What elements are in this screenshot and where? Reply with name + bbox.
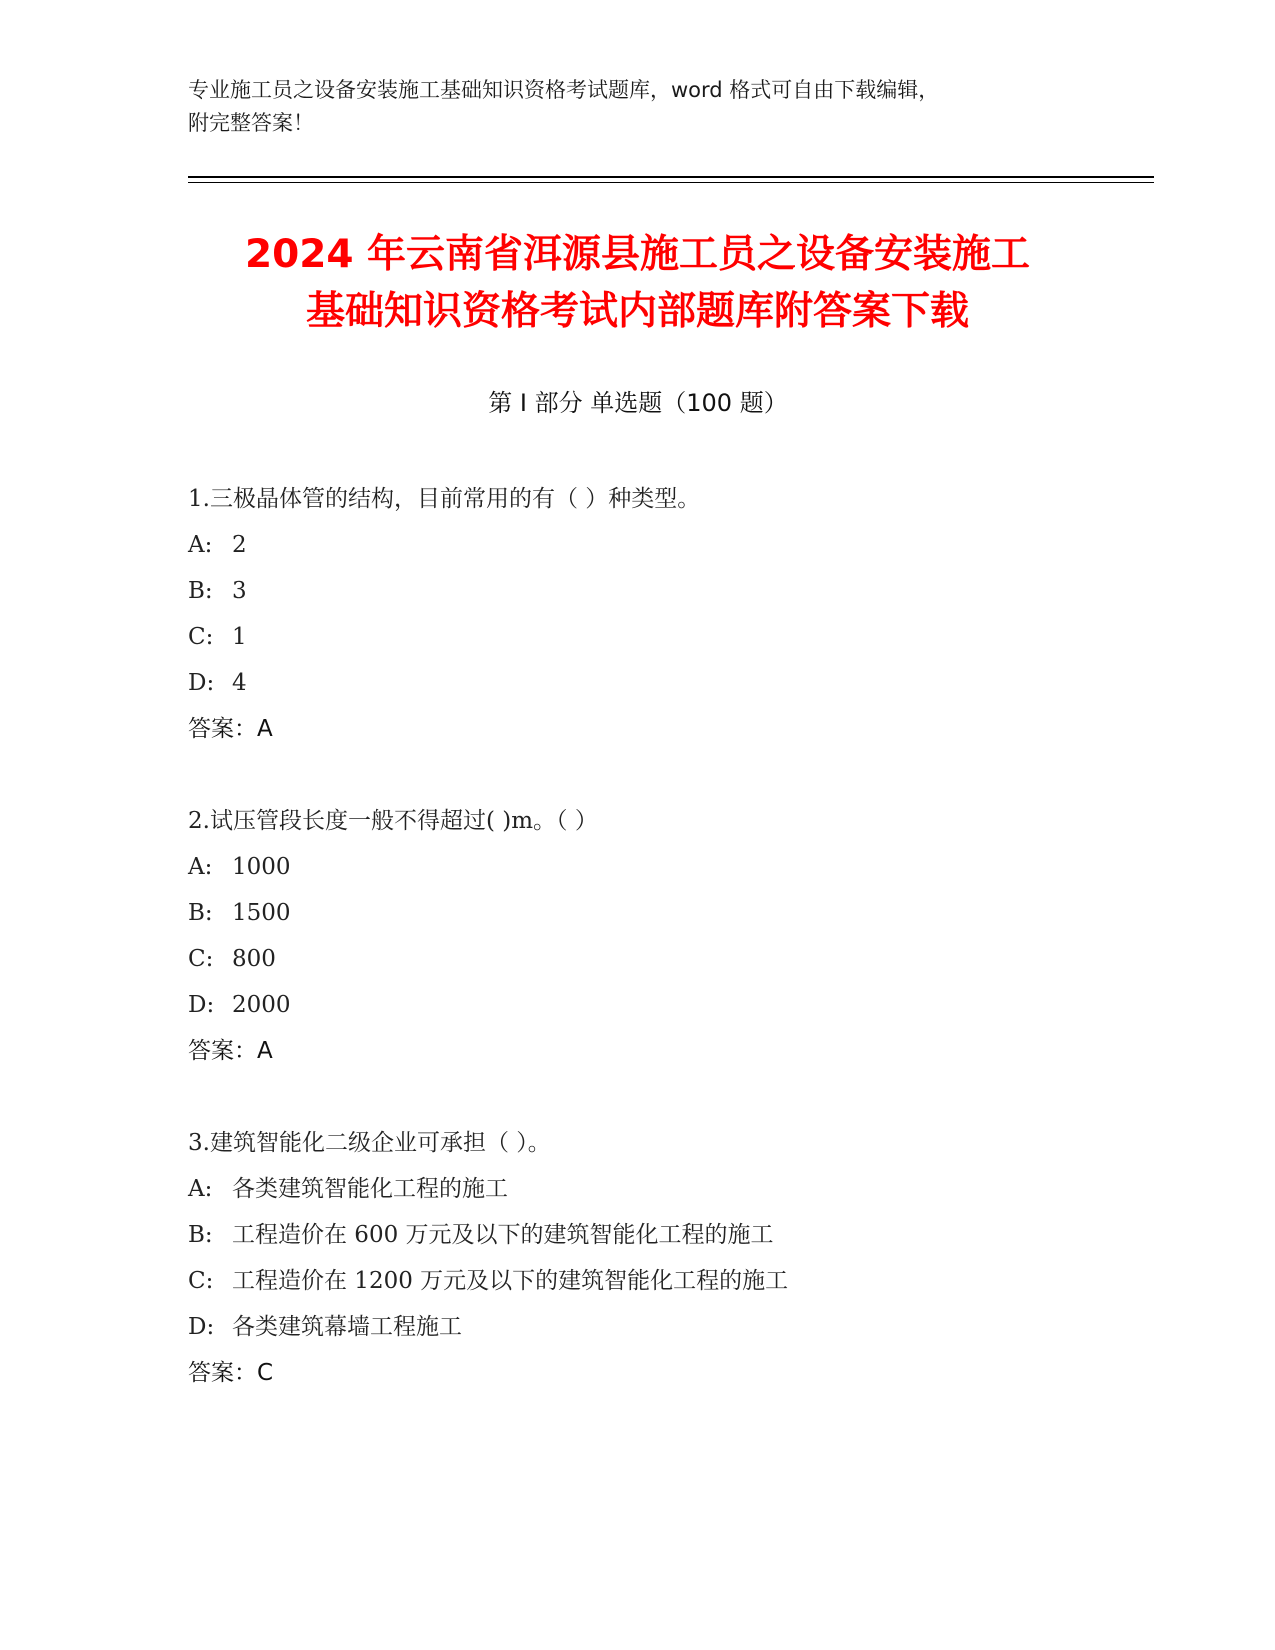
option-letter: A: (188, 854, 213, 880)
question-answer: 答案：C (188, 1360, 274, 1386)
option-text: 1000 (232, 854, 291, 880)
question-item (188, 476, 1154, 752)
question-stem: 1.三极晶体管的结构，目前常用的有（ ）种类型。 (188, 486, 701, 512)
section-title: 第 I 部分 单选题（100 题） (488, 389, 788, 417)
option-text: 各类建筑智能化工程的施工 (232, 1176, 508, 1202)
question-item (188, 798, 1154, 1074)
option-letter: C: (188, 946, 214, 972)
question-option (188, 936, 1154, 982)
question-option (188, 660, 1154, 706)
question-option (188, 1304, 1154, 1350)
option-text: 2 (232, 532, 247, 558)
option-letter: D: (188, 670, 215, 696)
question-stem: 2.试压管段长度一般不得超过( )m。（ ） (188, 808, 598, 834)
option-text: 3 (232, 578, 247, 604)
question-option (188, 1258, 1154, 1304)
document-title-line-1: 2024 年云南省洱源县施工员之设备安装施工 (244, 232, 1031, 277)
option-text: 工程造价在 1200 万元及以下的建筑智能化工程的施工 (232, 1268, 789, 1294)
option-text: 1500 (232, 900, 291, 926)
document-title-line-2: 基础知识资格考试内部题库附答案下载 (305, 289, 969, 334)
question-option (188, 614, 1154, 660)
option-text: 各类建筑幕墙工程施工 (232, 1314, 462, 1340)
header-divider-thick (188, 176, 1154, 178)
option-text: 4 (232, 670, 247, 696)
option-letter: D: (188, 992, 215, 1018)
question-item (188, 1120, 1154, 1396)
header-note-line-1: 专业施工员之设备安装施工基础知识资格考试题库，word 格式可自由下载编辑， (188, 78, 940, 102)
question-option (188, 1166, 1154, 1212)
question-stem: 3.建筑智能化二级企业可承担（ ）。 (188, 1130, 551, 1156)
option-text: 2000 (232, 992, 291, 1018)
option-text: 1 (232, 624, 247, 650)
option-letter: A: (188, 532, 213, 558)
question-option (188, 890, 1154, 936)
question-list (188, 476, 1154, 1442)
document-header-note (188, 74, 1088, 140)
question-option (188, 982, 1154, 1028)
question-answer: 答案：A (188, 716, 273, 742)
option-text: 工程造价在 600 万元及以下的建筑智能化工程的施工 (232, 1222, 774, 1248)
question-option (188, 1212, 1154, 1258)
option-letter: B: (188, 578, 213, 604)
option-letter: B: (188, 1222, 213, 1248)
option-letter: A: (188, 1176, 213, 1202)
question-option (188, 844, 1154, 890)
option-letter: C: (188, 1268, 214, 1294)
option-text: 800 (232, 946, 276, 972)
header-divider-thin (188, 182, 1154, 183)
document-title (120, 226, 1155, 340)
question-answer: 答案：A (188, 1038, 273, 1064)
header-note-line-2: 附完整答案！ (188, 111, 314, 135)
question-option (188, 522, 1154, 568)
option-letter: B: (188, 900, 213, 926)
option-letter: C: (188, 624, 214, 650)
question-option (188, 568, 1154, 614)
option-letter: D: (188, 1314, 215, 1340)
